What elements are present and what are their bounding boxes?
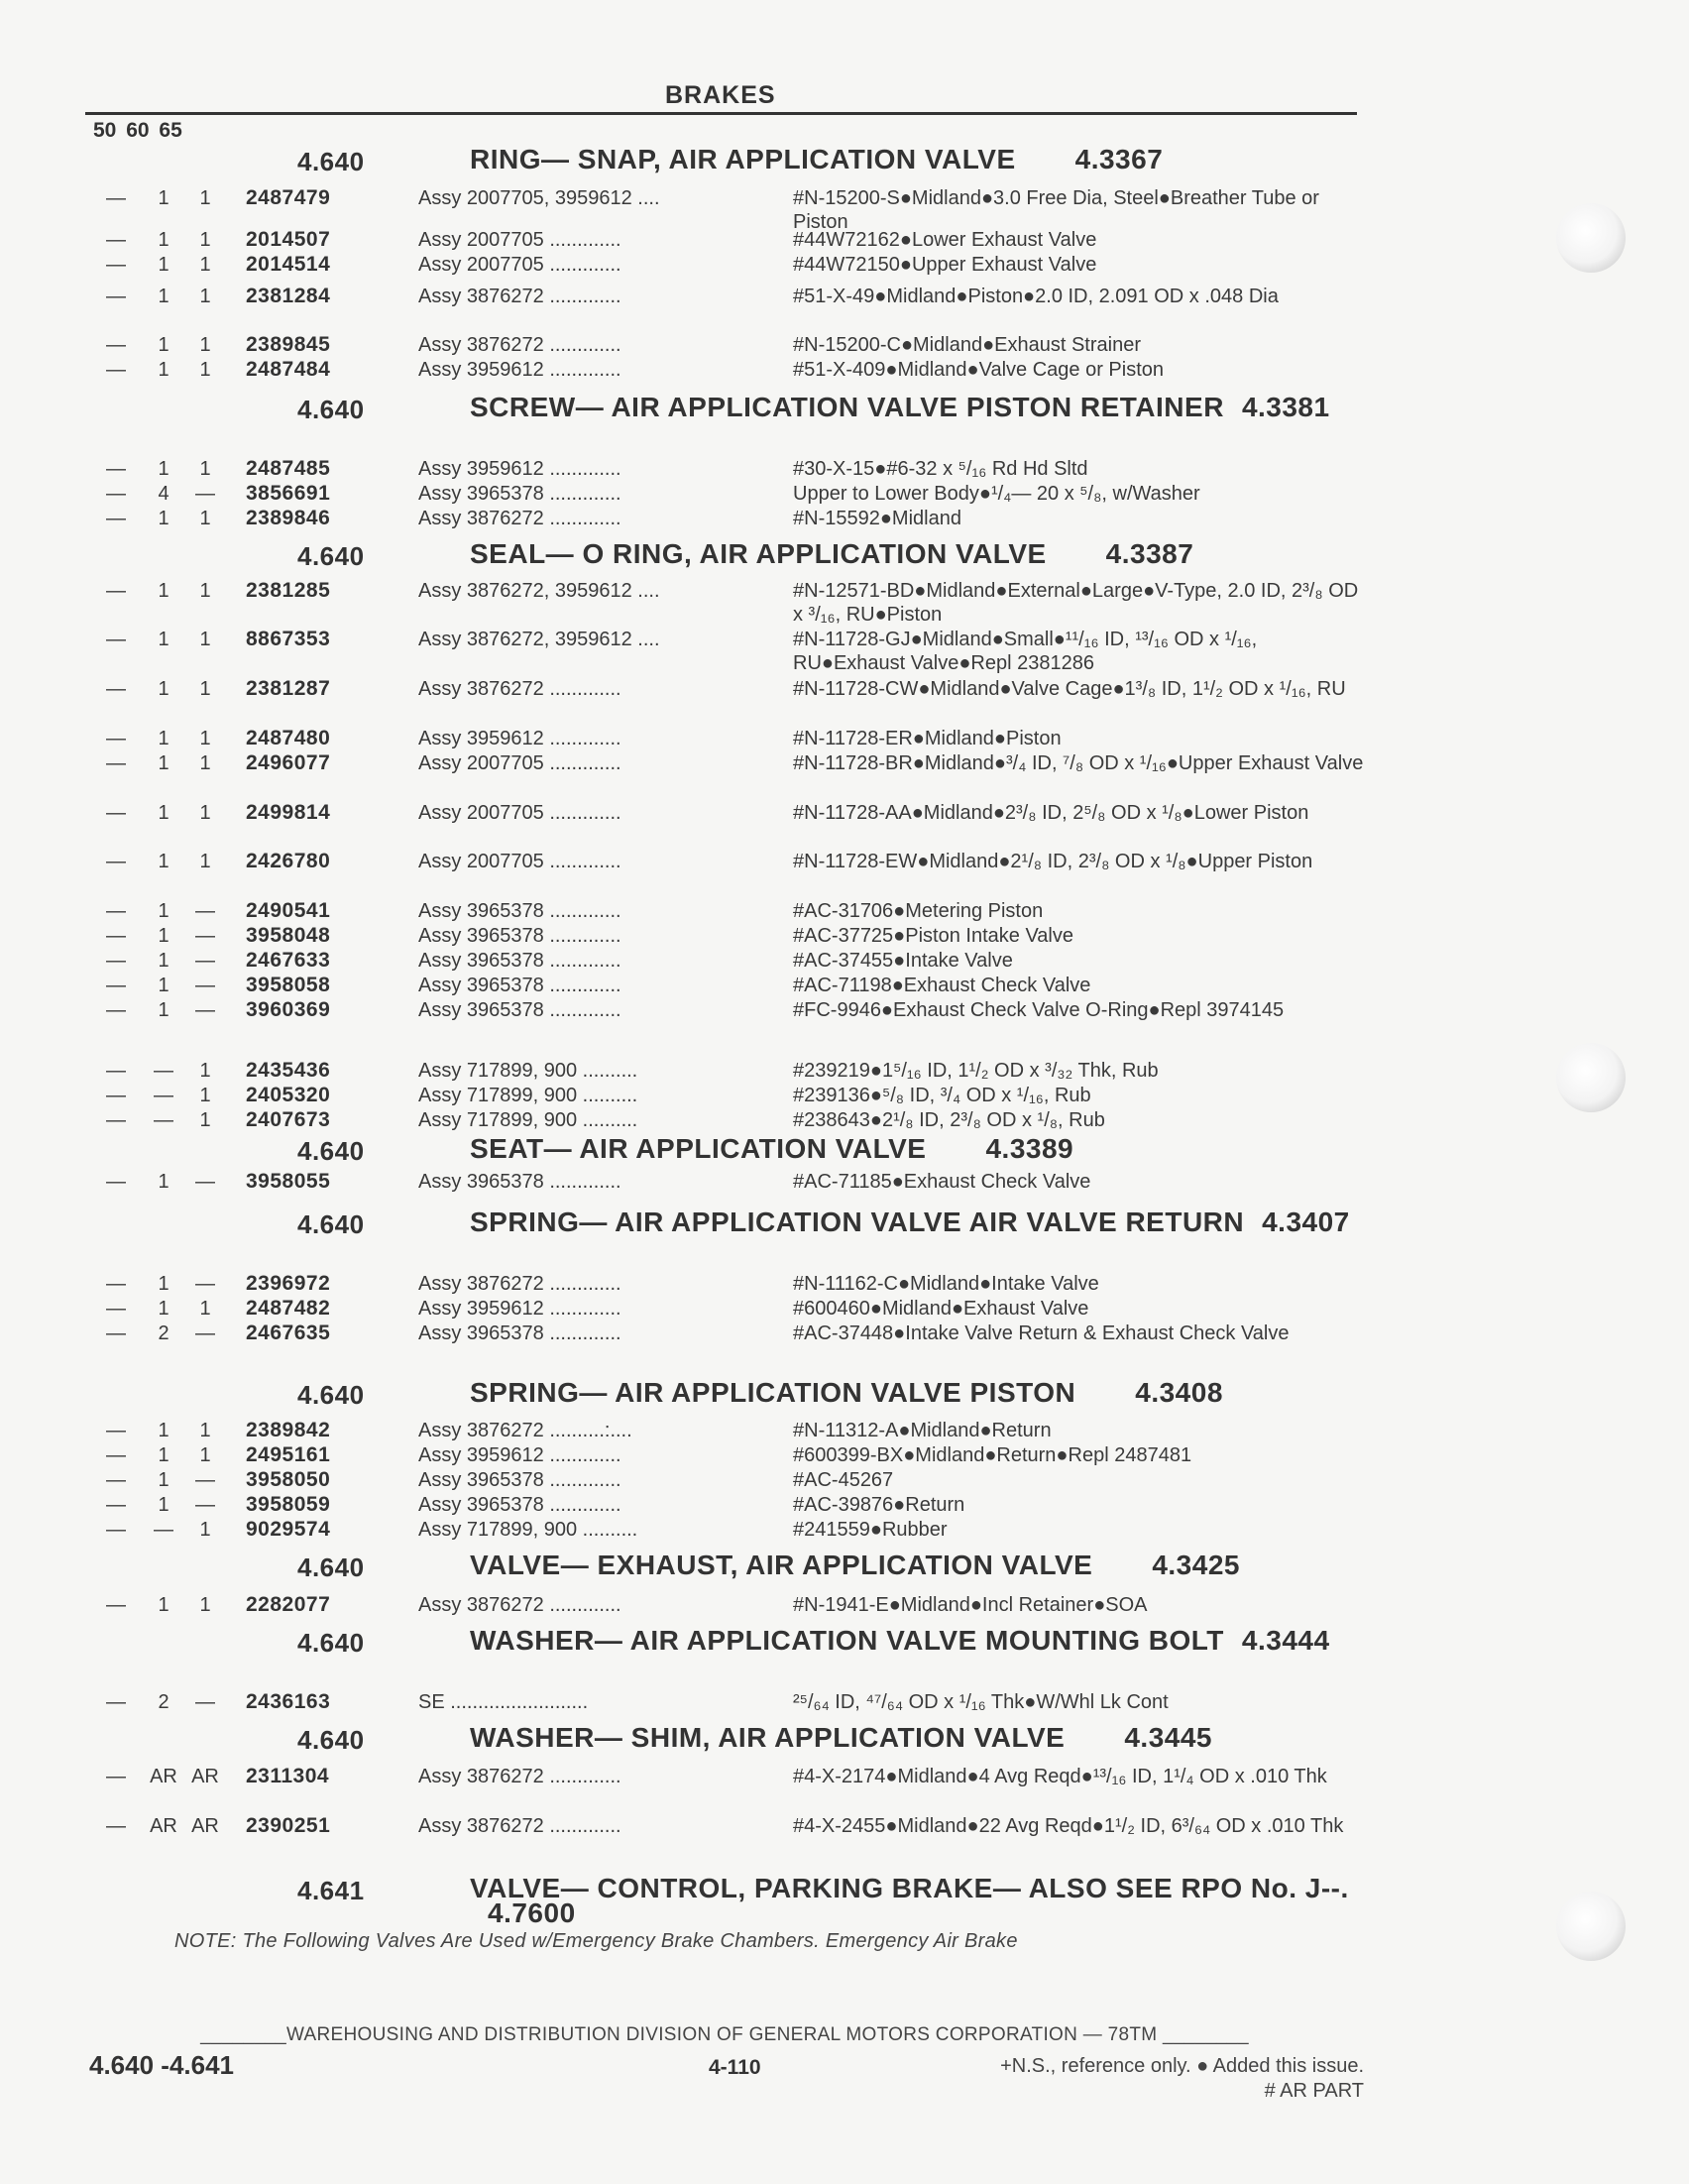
qty-65: 1 — [199, 1085, 211, 1106]
qty-50: — — [106, 975, 126, 996]
qty-60: 1 — [158, 728, 169, 749]
qty-65: 1 — [199, 359, 211, 381]
qty-50: — — [106, 999, 126, 1021]
assembly-reference: Assy 3959612 ............. — [418, 728, 621, 749]
section-title-text: SEAT— AIR APPLICATION VALVE — [470, 1133, 927, 1164]
qty-50: — — [106, 925, 126, 947]
qty-65: 1 — [199, 802, 211, 824]
assembly-reference: Assy 2007705 ............. — [418, 752, 621, 774]
qty-60: AR — [150, 1766, 177, 1787]
part-description: #44W72162●Lower Exhaust Valve — [793, 229, 1097, 251]
part-number: 2499814 — [246, 801, 331, 824]
qty-60: 1 — [158, 580, 169, 602]
section-group-number: 4.640 — [297, 541, 365, 571]
part-description: #600460●Midland●Exhaust Valve — [793, 1298, 1089, 1320]
qty-50: — — [106, 1444, 126, 1466]
assembly-reference: Assy 717899, 900 .......... — [418, 1519, 638, 1541]
section-group-number: 4.640 — [297, 1725, 365, 1755]
qty-65: 1 — [199, 629, 211, 650]
assembly-reference: Assy 2007705 ............. — [418, 802, 621, 824]
assembly-reference: Assy 3876272 ............. — [418, 286, 621, 307]
qty-60: 1 — [158, 286, 169, 307]
part-number: 3960369 — [246, 998, 331, 1021]
section-title — [470, 538, 1362, 569]
section-title — [470, 1722, 1362, 1753]
qty-65: 1 — [199, 752, 211, 774]
part-number: 2381287 — [246, 677, 331, 700]
qty-65: 1 — [199, 851, 211, 872]
part-description: #30-X-15●#6-32 x ⁵/₁₆ Rd Hd Sltd — [793, 458, 1088, 480]
qty-60: 1 — [158, 508, 169, 529]
part-description: #AC-31706●Metering Piston — [793, 900, 1044, 922]
binder-hole — [1556, 1043, 1626, 1112]
part-description: #AC-45267 — [793, 1469, 894, 1491]
page-title: BRAKES — [665, 81, 776, 109]
section-reference-number: 4.3408 — [1135, 1377, 1223, 1408]
assembly-reference: Assy 3965378 ............. — [418, 925, 621, 947]
part-number: 2389845 — [246, 333, 331, 356]
qty-65: — — [195, 925, 215, 947]
part-number: 2407673 — [246, 1108, 331, 1131]
part-description: ²⁵/₆₄ ID, ⁴⁷/₆₄ OD x ¹/₁₆ Thk●W/Whl Lk Cont — [793, 1691, 1169, 1713]
part-description: #4-X-2455●Midland●22 Avg Reqd●1¹/₂ ID, 6³/₆₄ OD x .010 Thk — [793, 1815, 1344, 1837]
qty-65: — — [195, 483, 215, 505]
part-description: #600399-BX●Midland●Return●Repl 2487481 — [793, 1444, 1192, 1466]
assembly-reference: Assy 717899, 900 .......... — [418, 1109, 638, 1131]
qty-60: 1 — [158, 975, 169, 996]
qty-65: 1 — [199, 254, 211, 276]
part-description: #AC-71185●Exhaust Check Valve — [793, 1171, 1091, 1193]
section-reference-number: 4.3387 — [1105, 538, 1194, 569]
qty-50: — — [106, 900, 126, 922]
section-title-text: RING— SNAP, AIR APPLICATION VALVE — [470, 144, 1016, 174]
section-reference-number: 4.3367 — [1074, 144, 1164, 174]
part-number: 2405320 — [246, 1084, 331, 1106]
qty-65: 1 — [199, 580, 211, 602]
qty-50: — — [106, 752, 126, 774]
part-number: 2435436 — [246, 1059, 331, 1082]
part-number: 2487484 — [246, 358, 331, 381]
assembly-reference: Assy 3965378 ............. — [418, 1494, 621, 1516]
part-description: #239219●1⁵/₁₆ ID, 1¹/₂ OD x ³/₃₂ Thk, Rub — [793, 1060, 1159, 1082]
qty-50: — — [106, 458, 126, 480]
qty-60: 1 — [158, 254, 169, 276]
qty-50: — — [106, 1691, 126, 1713]
qty-50: — — [106, 802, 126, 824]
part-number: 2014507 — [246, 228, 331, 251]
qty-65: 1 — [199, 678, 211, 700]
qty-60: 1 — [158, 802, 169, 824]
qty-60: 2 — [158, 1691, 169, 1713]
qty-65: — — [195, 1691, 215, 1713]
qty-50: — — [106, 678, 126, 700]
part-description: #N-15200-C●Midland●Exhaust Strainer — [793, 334, 1141, 356]
qty-60: 1 — [158, 229, 169, 251]
qty-65: — — [195, 1273, 215, 1295]
qty-65: — — [195, 950, 215, 972]
part-description: #51-X-409●Midland●Valve Cage or Piston — [793, 359, 1164, 381]
assembly-reference: Assy 3876272, 3959612 .... — [418, 629, 660, 650]
part-description: Upper to Lower Body●¹/₄— 20 x ⁵/₈, w/Washer — [793, 483, 1200, 505]
section-title-text: WASHER— AIR APPLICATION VALVE MOUNTING BOLT — [470, 1625, 1224, 1656]
part-description: #238643●2¹/₈ ID, 2³/₈ OD x ¹/₈, Rub — [793, 1109, 1105, 1131]
qty-65: AR — [191, 1766, 219, 1787]
qty-50: — — [106, 950, 126, 972]
qty-60: 1 — [158, 678, 169, 700]
section-reference-number: 4.7600 — [488, 1897, 576, 1928]
section-title-text: VALVE— EXHAUST, AIR APPLICATION VALVE — [470, 1550, 1093, 1580]
qty-50: — — [106, 1469, 126, 1491]
section-reference-number: 4.3381 — [1241, 392, 1330, 422]
qty-50: — — [106, 1594, 126, 1616]
part-number: 2487482 — [246, 1297, 331, 1320]
qty-65: — — [195, 1494, 215, 1516]
qty-60: 1 — [158, 458, 169, 480]
qty-50: — — [106, 728, 126, 749]
part-number: 2487485 — [246, 457, 331, 480]
qty-50: — — [106, 1815, 126, 1837]
assembly-reference: Assy 3965378 ............. — [418, 900, 621, 922]
qty-60: 1 — [158, 1298, 169, 1320]
section-title — [470, 1550, 1362, 1580]
qty-60: 1 — [158, 629, 169, 650]
assembly-reference: Assy 3965378 ............. — [418, 1469, 621, 1491]
assembly-reference: Assy 3876272 ............. — [418, 1766, 621, 1787]
qty-50: — — [106, 1298, 126, 1320]
qty-50: — — [106, 359, 126, 381]
qty-60: 1 — [158, 1444, 169, 1466]
part-number: 2496077 — [246, 751, 331, 774]
assembly-reference: Assy 3876272 ............. — [418, 678, 621, 700]
qty-50: — — [106, 580, 126, 602]
footer-legend-line2: # AR PART — [1264, 2080, 1364, 2102]
qty-60: 1 — [158, 1273, 169, 1295]
assembly-reference: Assy 2007705, 3959612 .... — [418, 187, 660, 209]
part-description: #N-11162-C●Midland●Intake Valve — [793, 1273, 1099, 1295]
section-title — [470, 1873, 1362, 1928]
qty-50: — — [106, 1060, 126, 1082]
qty-65: AR — [191, 1815, 219, 1837]
qty-60: — — [154, 1060, 173, 1082]
part-number: 8867353 — [246, 628, 331, 650]
part-number: 2487479 — [246, 186, 331, 209]
qty-60: 1 — [158, 1594, 169, 1616]
part-description: #N-11728-AA●Midland●2³/₈ ID, 2⁵/₈ OD x ¹/₈●Lower Piston — [793, 802, 1309, 824]
part-description: #AC-37725●Piston Intake Valve — [793, 925, 1073, 947]
qty-50: — — [106, 187, 126, 209]
section-title-text: SEAL— O RING, AIR APPLICATION VALVE — [470, 538, 1047, 569]
qty-65: 1 — [199, 1594, 211, 1616]
qty-65: 1 — [199, 1444, 211, 1466]
qty-60: 1 — [158, 1171, 169, 1193]
part-description: #N-15200-S●Midland●3.0 Free Dia, Steel●Breather Tube or Piston — [793, 187, 1319, 233]
qty-65: 1 — [199, 1519, 211, 1541]
part-description: #AC-37448●Intake Valve Return & Exhaust Check Valve — [793, 1322, 1290, 1344]
qty-50: — — [106, 1109, 126, 1131]
qty-50: — — [106, 483, 126, 505]
part-number: 2487480 — [246, 727, 331, 749]
qty-65: 1 — [199, 229, 211, 251]
section-group-number: 4.641 — [297, 1876, 365, 1905]
section-group-number: 4.640 — [297, 1209, 365, 1239]
qty-65: 1 — [199, 728, 211, 749]
section-reference-number: 4.3389 — [985, 1133, 1074, 1164]
assembly-reference: Assy 3876272 ............. — [418, 1273, 621, 1295]
part-number: 2426780 — [246, 850, 331, 872]
qty-50: — — [106, 254, 126, 276]
qty-50: — — [106, 1322, 126, 1344]
part-description: #AC-39876●Return — [793, 1494, 965, 1516]
part-description: #N-11728-CW●Midland●Valve Cage●1³/₈ ID, 1¹/₂ OD x ¹/₁₆, RU — [793, 678, 1346, 700]
section-reference-number: 4.3444 — [1241, 1625, 1330, 1656]
part-number: 2467633 — [246, 949, 331, 972]
assembly-reference: SE ......................... — [418, 1691, 589, 1713]
assembly-reference: Assy 3876272 ............. — [418, 334, 621, 356]
assembly-reference: Assy 3876272 ..........:.... — [418, 1420, 632, 1441]
assembly-reference: Assy 717899, 900 .......... — [418, 1085, 638, 1106]
part-description: #AC-71198●Exhaust Check Valve — [793, 975, 1091, 996]
part-number: 2381284 — [246, 285, 331, 307]
part-number: 2495161 — [246, 1443, 331, 1466]
part-description: #N-11728-EW●Midland●2¹/₈ ID, 2³/₈ OD x ¹/₈●Upper Piston — [793, 851, 1313, 872]
qty-65: 1 — [199, 187, 211, 209]
part-number: 2381285 — [246, 579, 331, 602]
section-title — [470, 144, 1362, 174]
section-title-text: SCREW— AIR APPLICATION VALVE PISTON RETAINER — [470, 392, 1224, 422]
part-number: 3958058 — [246, 974, 331, 996]
qty-50: — — [106, 508, 126, 529]
part-number: 2389842 — [246, 1419, 331, 1441]
assembly-reference: Assy 3876272 ............. — [418, 1594, 621, 1616]
assembly-reference: Assy 3876272, 3959612 .... — [418, 580, 660, 602]
section-title-text: VALVE— CONTROL, PARKING BRAKE— ALSO SEE RPO No. J--. — [470, 1873, 1349, 1903]
part-number: 2396972 — [246, 1272, 331, 1295]
section-title-text: WASHER— SHIM, AIR APPLICATION VALVE — [470, 1722, 1066, 1753]
part-description: #44W72150●Upper Exhaust Valve — [793, 254, 1097, 276]
assembly-reference: Assy 3876272 ............. — [418, 508, 621, 529]
qty-50: — — [106, 229, 126, 251]
qty-60: 1 — [158, 1494, 169, 1516]
qty-65: 1 — [199, 1060, 211, 1082]
assembly-reference: Assy 2007705 ............. — [418, 851, 621, 872]
part-number: 2389846 — [246, 507, 331, 529]
qty-65: 1 — [199, 1298, 211, 1320]
footer-page-number: 4-110 — [709, 2056, 761, 2079]
qty-65: 1 — [199, 334, 211, 356]
qty-60: 1 — [158, 359, 169, 381]
qty-50: — — [106, 629, 126, 650]
part-description: #AC-37455●Intake Valve — [793, 950, 1013, 972]
qty-65: 1 — [199, 1109, 211, 1131]
part-number: 2467635 — [246, 1322, 331, 1344]
binder-hole — [1556, 203, 1626, 273]
assembly-reference: Assy 3965378 ............. — [418, 975, 621, 996]
assembly-reference: Assy 3965378 ............. — [418, 483, 621, 505]
qty-65: — — [195, 975, 215, 996]
qty-60: 1 — [158, 900, 169, 922]
section-title — [470, 392, 1362, 422]
qty-50: — — [106, 1420, 126, 1441]
footer-page-range: 4.640 -4.641 — [89, 2050, 235, 2080]
qty-60: 1 — [158, 334, 169, 356]
assembly-reference: Assy 3965378 ............. — [418, 1171, 621, 1193]
qty-50: — — [106, 1494, 126, 1516]
section-title — [470, 1377, 1362, 1408]
assembly-reference: Assy 3959612 ............. — [418, 359, 621, 381]
section-group-number: 4.640 — [297, 1136, 365, 1166]
section-title — [470, 1133, 1362, 1164]
section-title-text: SPRING— AIR APPLICATION VALVE PISTON — [470, 1377, 1076, 1408]
qty-65: 1 — [199, 508, 211, 529]
qty-60: 2 — [158, 1322, 169, 1344]
part-number: 3958055 — [246, 1170, 331, 1193]
assembly-reference: Assy 3959612 ............. — [418, 1298, 621, 1320]
qty-60: 1 — [158, 187, 169, 209]
part-description: #239136●⁵/₈ ID, ³/₄ OD x ¹/₁₆, Rub — [793, 1085, 1091, 1106]
footer-legend-line1: +N.S., reference only. ● Added this issue. — [1000, 2055, 1364, 2077]
qty-60: 1 — [158, 999, 169, 1021]
part-description: #241559●Rubber — [793, 1519, 948, 1541]
part-description: #N-15592●Midland — [793, 508, 961, 529]
part-description: #N-11728-ER●Midland●Piston — [793, 728, 1062, 749]
part-number: 2390251 — [246, 1814, 331, 1837]
qty-60: 1 — [158, 752, 169, 774]
section-title — [470, 1625, 1362, 1656]
part-number: 3958048 — [246, 924, 331, 947]
qty-50: — — [106, 1519, 126, 1541]
qty-50: — — [106, 1171, 126, 1193]
qty-60: — — [154, 1519, 173, 1541]
qty-65: — — [195, 1322, 215, 1344]
assembly-reference: Assy 3965378 ............. — [418, 1322, 621, 1344]
qty-60: AR — [150, 1815, 177, 1837]
part-description: #N-11728-BR●Midland●³/₄ ID, ⁷/₈ OD x ¹/₁₆●Upper Exhaust Valve — [793, 752, 1364, 774]
section-reference-number: 4.3445 — [1124, 1722, 1212, 1753]
part-description: #FC-9946●Exhaust Check Valve O-Ring●Repl 3974145 — [793, 999, 1285, 1021]
assembly-reference: Assy 2007705 ............. — [418, 229, 621, 251]
assembly-reference: Assy 2007705 ............. — [418, 254, 621, 276]
note: NOTE: The Following Valves Are Used w/Emergency Brake Chambers. Emergency Air Brake — [174, 1930, 1018, 1952]
footer-legend — [872, 2054, 1364, 2104]
assembly-reference: Assy 3959612 ............. — [418, 458, 621, 480]
section-group-number: 4.640 — [297, 1552, 365, 1582]
section-group-number: 4.640 — [297, 1628, 365, 1658]
assembly-reference: Assy 717899, 900 .......... — [418, 1060, 638, 1082]
section-group-number: 4.640 — [297, 395, 365, 424]
qty-60: 4 — [158, 483, 169, 505]
qty-50: — — [106, 286, 126, 307]
qty-50: — — [106, 851, 126, 872]
part-description: #N-11312-A●Midland●Return — [793, 1420, 1052, 1441]
qty-65: 1 — [199, 1420, 211, 1441]
qty-50: — — [106, 1273, 126, 1295]
part-description: #51-X-49●Midland●Piston●2.0 ID, 2.091 OD x .048 Dia — [793, 286, 1279, 307]
qty-60: 1 — [158, 925, 169, 947]
qty-60: 1 — [158, 1469, 169, 1491]
qty-50: — — [106, 1766, 126, 1787]
qty-65: — — [195, 999, 215, 1021]
assembly-reference: Assy 3959612 ............. — [418, 1444, 621, 1466]
qty-50: — — [106, 334, 126, 356]
part-number: 3856691 — [246, 482, 331, 505]
qty-60: — — [154, 1109, 173, 1131]
column-headers: 50 60 65 — [93, 119, 182, 142]
part-number: 9029574 — [246, 1518, 331, 1541]
qty-65: 1 — [199, 286, 211, 307]
qty-60: 1 — [158, 851, 169, 872]
section-reference-number: 4.3425 — [1152, 1550, 1240, 1580]
part-number: 3958050 — [246, 1468, 331, 1491]
assembly-reference: Assy 3965378 ............. — [418, 950, 621, 972]
qty-65: — — [195, 900, 215, 922]
footer-company-line: ________WAREHOUSING AND DISTRIBUTION DIVISION OF GENERAL MOTORS CORPORATION — 78TM ________ — [200, 2024, 1249, 2045]
section-title — [470, 1207, 1362, 1237]
part-number: 3958059 — [246, 1493, 331, 1516]
section-group-number: 4.640 — [297, 1380, 365, 1410]
part-description: #4-X-2174●Midland●4 Avg Reqd●¹³/₁₆ ID, 1¹/₄ OD x .010 Thk — [793, 1766, 1327, 1787]
part-number: 2436163 — [246, 1690, 331, 1713]
part-description: #N-1941-E●Midland●Incl Retainer●SOA — [793, 1594, 1148, 1616]
qty-50: — — [106, 1085, 126, 1106]
qty-65: — — [195, 1469, 215, 1491]
qty-65: 1 — [199, 458, 211, 480]
part-description: #N-11728-GJ●Midland●Small●¹¹/₁₆ ID, ¹³/₁₆ OD x ¹/₁₆, RU●Exhaust Valve●Repl 2381286 — [793, 629, 1258, 674]
part-number: 2311304 — [246, 1765, 330, 1787]
part-number: 2282077 — [246, 1593, 331, 1616]
qty-65: — — [195, 1171, 215, 1193]
qty-60: 1 — [158, 950, 169, 972]
binder-hole — [1556, 1892, 1626, 1961]
section-group-number: 4.640 — [297, 147, 365, 176]
qty-60: — — [154, 1085, 173, 1106]
part-number: 2490541 — [246, 899, 331, 922]
qty-60: 1 — [158, 1420, 169, 1441]
part-description: #N-12571-BD●Midland●External●Large●V-Type, 2.0 ID, 2³/₈ OD x ³/₁₆, RU●Piston — [793, 580, 1359, 626]
assembly-reference: Assy 3876272 ............. — [418, 1815, 621, 1837]
section-title-text: SPRING— AIR APPLICATION VALVE AIR VALVE RETURN — [470, 1207, 1245, 1237]
part-number: 2014514 — [246, 253, 331, 276]
assembly-reference: Assy 3965378 ............. — [418, 999, 621, 1021]
section-reference-number: 4.3407 — [1262, 1207, 1350, 1237]
